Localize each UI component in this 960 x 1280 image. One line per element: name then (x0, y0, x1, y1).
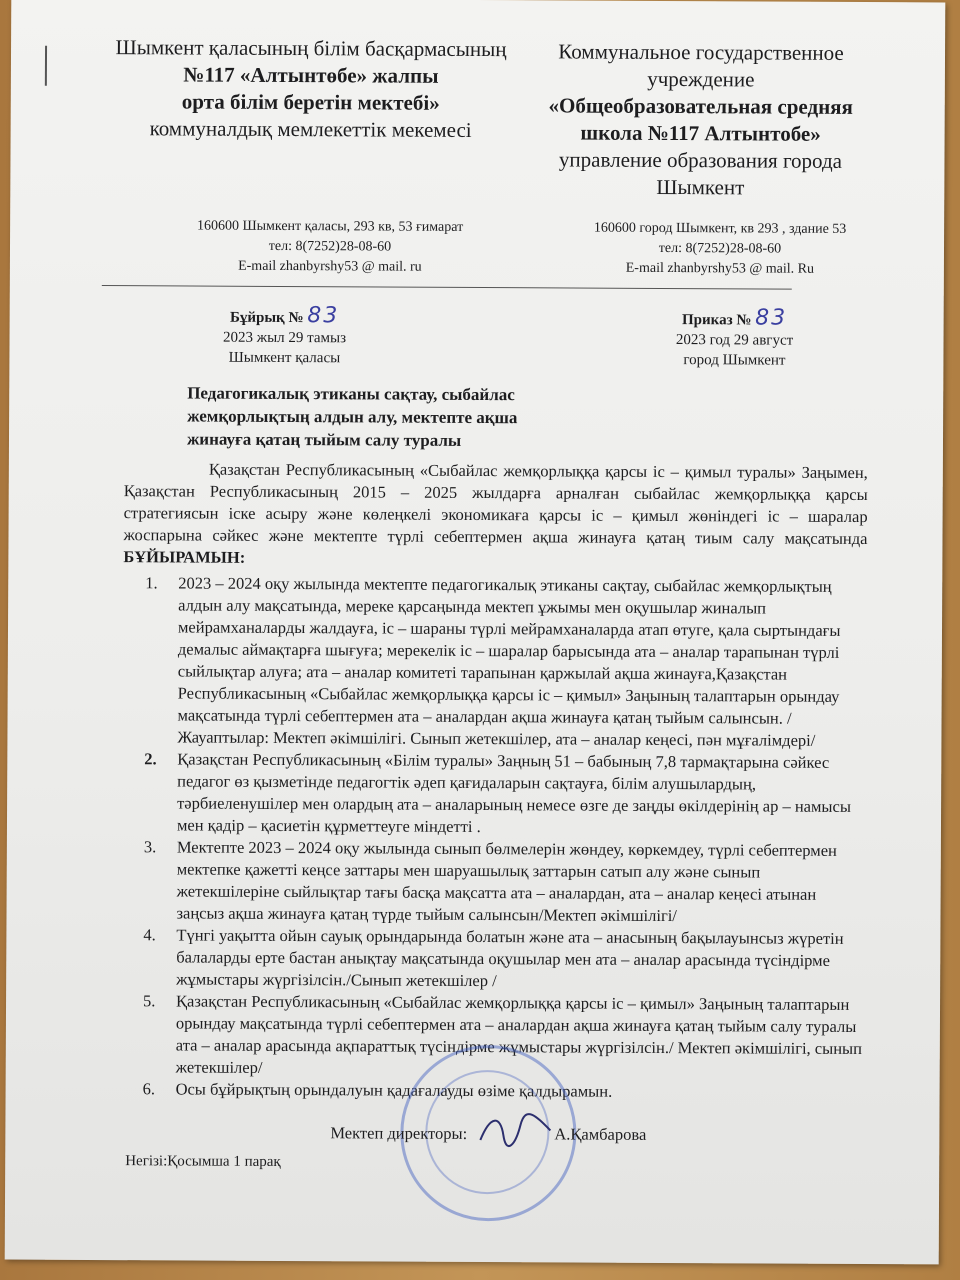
item-number: 5. (143, 991, 156, 1011)
intro-text: Қазақстан Республикасының «Сыбайлас жемқорлыққа қарсы іс – қимыл туралы» Заңымен, Қазақстан Республикасының 2015 – 2025 жылдарға арналған сыбайлас жемқорлыққа қарсы стратегиясын іске асыру және көлеңкелі экономикаға қарсы іс – қимыл жөніндегі іс – шаралар жоспарына сәйкес және мектепте түрлі себептермен ақша жинауға қатаң тиым салу мақсатында (123, 459, 868, 549)
order-right-number: 83 (755, 305, 788, 331)
order-right-label: Приказ № (681, 312, 752, 329)
address-left-line1: 160600 Шымкент қаласы, 293 кв, 53 ғимарат (196, 218, 464, 235)
document-title: Педагогикалық этиканы сақтау, сыбайлас жемқорлықтың алдын алу, мектепте ақша жинауға қатаң тыйым салу туралы (186, 383, 518, 450)
item-number: 2. (144, 749, 157, 769)
header-divider (102, 285, 792, 290)
order-block-left (174, 305, 394, 368)
document-page (5, 0, 946, 1264)
order-left-date: 2023 жыл 29 тамыз (222, 329, 347, 347)
order-left-city: Шымкент қаласы (228, 349, 341, 367)
address-right-line1: 160600 город Шымкент, кв 293 , здание 53 (593, 220, 847, 237)
basis-note: Негізі:Қосымша 1 парақ (125, 1153, 281, 1170)
signature-label: Мектеп директоры: (330, 1123, 468, 1143)
header-left-kazakh (106, 34, 517, 144)
item-number: 3. (143, 837, 157, 857)
margin-mark (45, 46, 47, 86)
list-item (121, 836, 865, 928)
signature-line (330, 1123, 690, 1145)
list-item (122, 572, 867, 752)
item-text: Мектепте 2023 – 2024 оқу жылында сынып бөлмелерін жөндеу, көркемдеу, түрлі себептермен мектепке қажетті кеңсе заттары мен шаруашылық заттарын сатып алу және сынып жетекшілеріне сыйлықтар тағы басқа мақсатта ата – аналардан, ата – аналар кеңесі атынан заңсыз ақша жинауға қатаң түрде тыйым салынсын/Мектеп әкімшілігі/ (176, 837, 837, 926)
director-name: А.Қамбарова (554, 1124, 647, 1144)
header-right-line1: Коммунальное государственное (558, 39, 844, 65)
address-left (170, 216, 490, 278)
header-right-line2: учреждение (647, 66, 755, 92)
header-right-russian (530, 39, 871, 202)
item-number: 1. (145, 573, 158, 593)
item-text: Түнгі уақытта ойын сауық орындарында болатын және ата – анасының бақылауынсыз жүретін балаларды ерте бастан анықтау мақсатында оқушылар мен ата – аналар арасында түсіндірме жұмыстары жүргізілсін./Сынып жетекшілер / (176, 925, 844, 991)
item-text: 2023 – 2024 оқу жылында мектепте педагогикалық этиканы сақтау, сыбайлас жемқорлықтың алдын алу мақсатында, мереке қарсаңында мектеп ұжымы мен оқушылар жиналып мейрамханаларды жалдауға, іс – шараны түрлі мейрамханаларда атап өтуге, қала сыртындағы демалыс аймақтарға шығуға; мерекелік іс – шаралар барысында ата – аналар тарапынан түрлі сыйлықтар алуға; ата – аналар комитеті тарапынан қаржылай ақша жинауға,Қазақстан Республикасының «Сыбайлас жемқорлыққа қарсы іс – қимыл» Заңының талаптарын орындау мақсатында түрлі себептермен ата – аналардан ақша жинауға қатаң тыйым салынсын. /Жауаптылар: Мектеп әкімшілігі. Сынып жетекшілер, ата – аналар кеңесі, пән мұғалімдері/ (177, 573, 841, 750)
address-right-line3: E-mail zhanbyrshy53 @ mail. Ru (625, 260, 815, 277)
address-right-line2: тел: 8(7252)28-08-60 (658, 240, 782, 257)
address-left-line2: тел: 8(7252)28-08-60 (268, 238, 392, 255)
header-left-line1: Шымкент қаласының білім басқармасының (115, 35, 507, 62)
item-text: Осы бұйрықтың орындалуын қадағалауды өзіме қалдырамын. (175, 1079, 613, 1101)
item-text: Қазақстан Республикасының «Сыбайлас жемқорлыққа қарсы іс – қимыл» Заңының талаптарын орындау мақсатында түрлі себептермен ата – аналардан ақша жинауға қатаң тыйым салу туралы ата – аналар арасында ақпараттық түсіндірме жұмыстары жүргізілсін./ Мектеп әкімшілігі, сынып жетекшілер/ (175, 991, 863, 1077)
address-left-line3: E-mail zhanbyrshy53 @ mail. ru (238, 258, 422, 275)
item-text: Қазақстан Республикасының «Білім туралы» Заңның 51 – бабының 7,8 тармақтарына сәйкес педагог өз қызметінде педагогтік әдеп қағидаларын сақтауға, білім алушылардың, тәрбиеленушілер мен олардың ата – аналарының немесе өзге де заңды өкілдерінің ар – намысы мен қадір – қасиетін құрметтеуге міндетті . (176, 749, 851, 837)
item-number: 6. (142, 1079, 156, 1099)
intro-bold: БҰЙЫРАМЫН: (123, 547, 246, 567)
order-left-number: 83 (307, 303, 340, 329)
intro-paragraph (123, 458, 868, 572)
order-right-city: город Шымкент (683, 352, 786, 369)
list-item (122, 748, 866, 840)
order-block-right (649, 305, 819, 371)
order-left-label: Бұйрық № (229, 309, 304, 327)
order-items-list (121, 572, 868, 1104)
header-left-line2: №117 «Алтынтөбе» жалпы (183, 62, 439, 88)
header-right-line6: Шымкент (656, 174, 745, 200)
list-item (121, 924, 865, 994)
header-right-line5: управление образования города (558, 147, 843, 173)
item-number: 4. (143, 925, 156, 945)
header-right-line4: школа №117 Алтынтобе» (580, 120, 821, 146)
address-right (565, 218, 875, 280)
order-right-date: 2023 год 29 август (675, 332, 794, 349)
header-right-line3: «Общеобразовательная средняя (548, 93, 853, 119)
header-left-line4: коммуналдық мемлекеттік мекемесі (149, 116, 472, 142)
header-left-line3: орта білім беретін мектебі» (181, 89, 440, 115)
